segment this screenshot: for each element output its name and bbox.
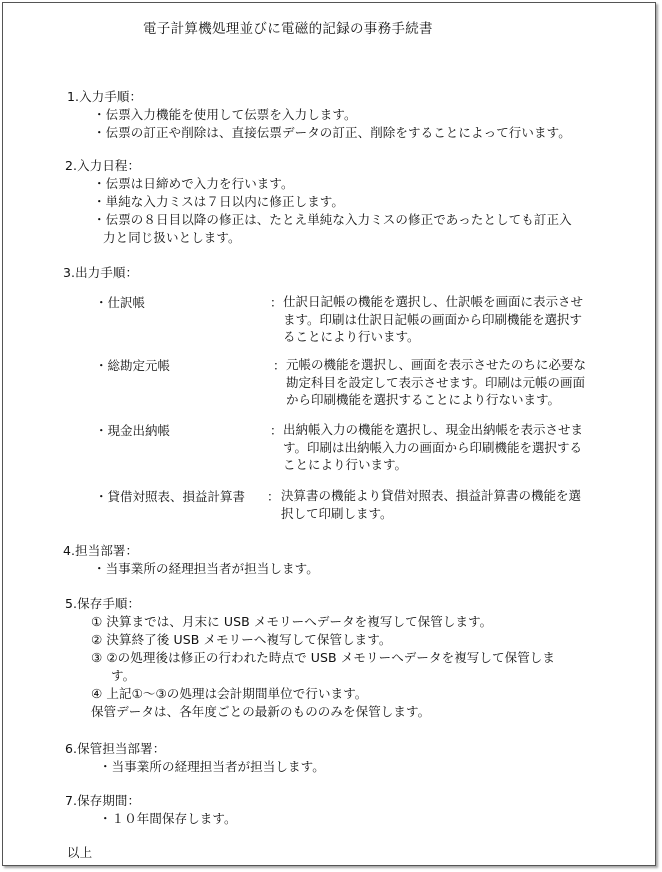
section-5-item: ① 決算までは、月末に USB メモリーへデータを複写して保管します。 [91,614,493,629]
output-colon: ： [270,423,283,438]
section-4-item: ・当事業所の経理担当者が担当します。 [93,561,319,576]
section-7-heading: 7.保存期間： [65,793,141,808]
section-1-heading: 1.入力手順： [67,89,143,104]
section-1-item: ・伝票入力機能を使用して伝票を入力します。 [93,107,357,122]
section-5-item: す。 [111,668,136,683]
section-5-item: ② 決算終了後 USB メモリーへ複写して保管します。 [91,632,392,647]
section-5-note: 保管データは、各年度ごとの最新のもののみを保管します。 [91,704,431,719]
document-title: 電子計算機処理並びに電磁的記録の事務手続書 [143,21,433,37]
section-2-heading: 2.入力日程： [65,158,141,173]
section-2-item: ・単純な入力ミスは７日以内に修正します。 [93,194,345,209]
output-label-journal: ・仕訳帳 [95,295,146,310]
section-2-item: ・伝票の８日目以降の修正は、たとえ単純な入力ミスの修正であったとしても訂正入 [93,212,572,227]
output-desc-general-ledger: 元帳の機能を選択し、画面を表示させたのちに必要な 勘定科目を設定して表示させます。印刷は元帳の画面 から印刷機能を選択することにより行ないます。 [286,357,587,407]
output-desc-journal: 仕訳日記帳の機能を選択し、仕訳帳を画面に表示させ ます。印刷は仕訳日記帳の画面から印刷機能を選択す ることにより行います。 [283,294,584,344]
output-label-general-ledger: ・総勘定元帳 [95,358,171,373]
closing-text: 以上 [67,845,93,860]
section-2-item: 力と同じ扱いとします。 [103,230,241,245]
document-page [2,2,656,866]
output-desc-financial-statements: 決算書の機能より貸借対照表、損益計算書の機能を選 択して印刷します。 [281,488,582,521]
section-5-item: ③ ②の処理後は修正の行われた時点で USB メモリーへデータを複写して保管しま [91,650,555,665]
section-5-item: ④ 上記①～③の処理は会計期間単位で行います。 [91,686,368,701]
output-colon: ： [270,295,283,310]
section-3-heading: 3.出力手順： [63,265,139,280]
output-label-financial-statements: ・貸借対照表、損益計算書 [95,489,246,504]
output-desc-cash-book: 出納帳入力の機能を選択し、現金出納帳を表示させま す。印刷は出納帳入力の画面から印刷機能を選択する ことにより行います。 [283,422,584,472]
section-7-item: ・１０年間保存します。 [99,811,237,826]
section-6-heading: 6.保管担当部署： [65,741,166,756]
section-5-heading: 5.保存手順： [65,596,141,611]
section-4-heading: 4.担当部署： [63,543,139,558]
section-6-item: ・当事業所の経理担当者が担当します。 [99,759,325,774]
output-colon: ： [267,489,280,504]
section-1-item: ・伝票の訂正や削除は、直接伝票データの訂正、削除をすることによって行います。 [93,125,571,140]
section-2-item: ・伝票は日締めで入力を行います。 [93,176,294,191]
output-label-cash-book: ・現金出納帳 [95,423,171,438]
output-colon: ： [273,358,286,373]
